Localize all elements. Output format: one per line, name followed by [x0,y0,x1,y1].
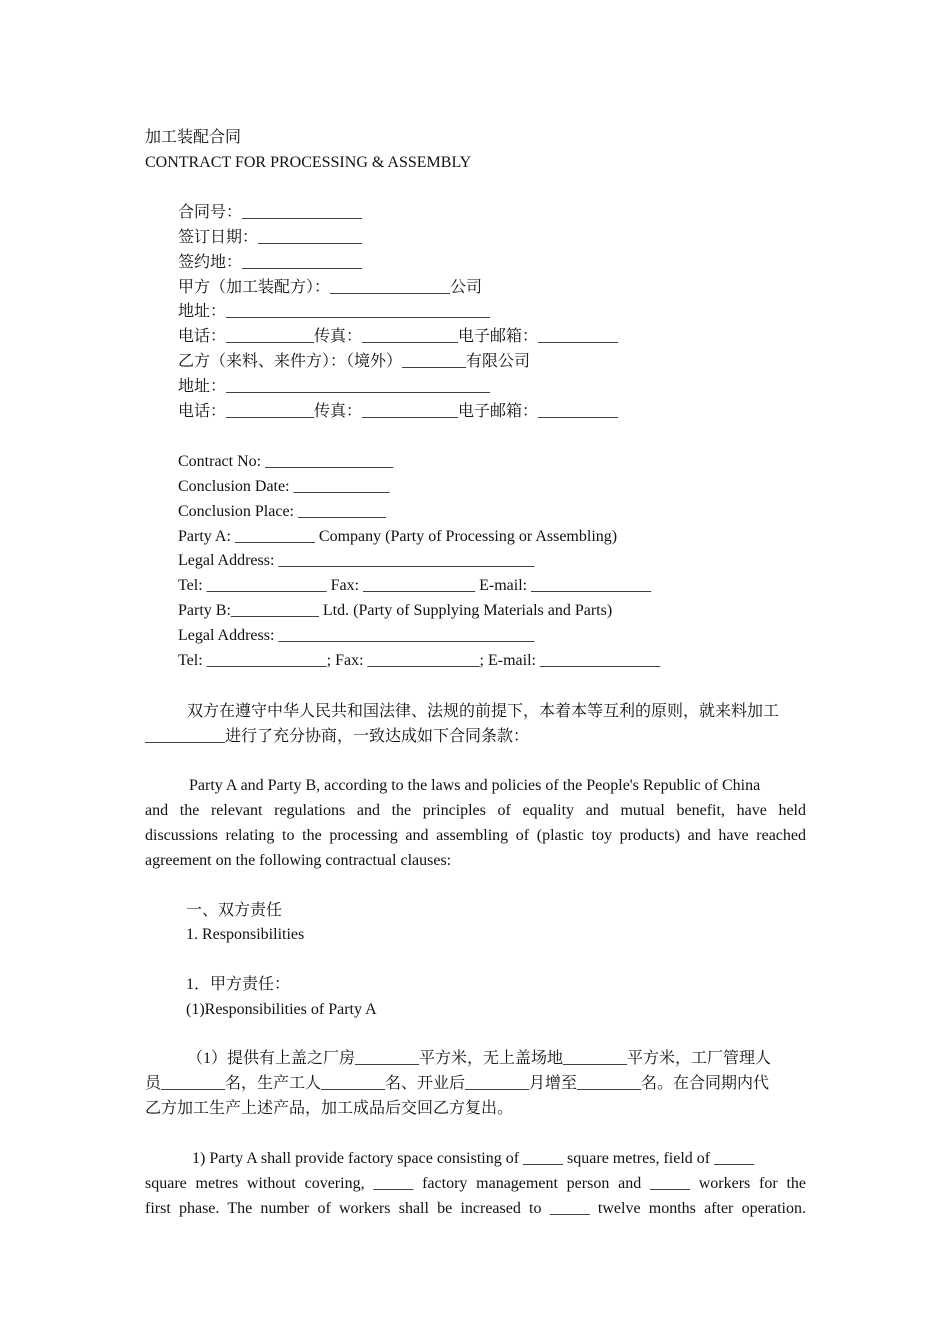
cn-contract-no-field: 合同号：_______________ [178,204,363,221]
cn-party-b-address-field: 地址：_________________________________ [178,378,491,395]
preamble-en-line: Party A and Party B, according to the laws and policies of the People's Republic of China [189,777,761,794]
clause-cn-line: 员________名，生产工人________名、开业后________月增至________名。在合同期内代 [145,1075,770,1092]
clause-cn-line: 乙方加工生产上述产品，加工成品后交回乙方复出。 [145,1100,514,1117]
en-place-field: Conclusion Place: ___________ [178,503,386,520]
en-party-b-contact-field: Tel: _______________; Fax: ______________; E-mail: _______________ [178,652,660,669]
subsection-heading-cn: 1．甲方责任： [186,976,291,993]
en-party-b-field: Party B:___________ Ltd. (Party of Supplying Materials and Parts) [178,602,613,619]
section-heading-cn: 一、双方责任 [186,902,283,919]
clause-en-line: first phase. The number of workers shall be increased to _____ twelve months after operation. [145,1200,806,1217]
section-heading-en: 1. Responsibilities [186,926,305,943]
cn-party-b-contact-field: 电话：___________传真：____________电子邮箱：__________ [178,403,619,420]
clause-en-line: square metres without covering, _____ factory management person and _____ workers for the [145,1175,806,1192]
en-party-a-field: Party A: __________ Company (Party of Processing or Assembling) [178,528,618,545]
en-party-b-address-field: Legal Address: ________________________________ [178,627,535,644]
cn-party-b-field: 乙方（来料、来件方）：（境外）________有限公司 [178,353,531,370]
en-contract-no-field: Contract No: ________________ [178,453,394,470]
cn-party-a-contact-field: 电话：___________传真：____________电子邮箱：__________ [178,328,619,345]
en-party-a-contact-field: Tel: _______________ Fax: ______________ E-mail: _______________ [178,577,652,594]
preamble-cn-line: __________进行了充分协商，一致达成如下合同条款： [145,728,530,745]
title-english: CONTRACT FOR PROCESSING & ASSEMBLY [145,154,472,171]
preamble-en-line: agreement on the following contractual clauses: [145,852,452,869]
cn-party-a-field: 甲方（加工装配方）：_______________公司 [178,279,483,296]
preamble-en-line: discussions relating to the processing and assembling of (plastic toy products) and have reached [145,827,806,844]
clause-cn-line: （1）提供有上盖之厂房________平方米，无上盖场地________平方米，工厂管理人 [187,1050,772,1067]
clause-en-line: 1) Party A shall provide factory space consisting of _____ square metres, field of _____ [192,1150,755,1167]
subsection-heading-en: (1)Responsibilities of Party A [186,1001,377,1018]
cn-date-field: 签订日期：_____________ [178,229,363,246]
en-party-a-address-field: Legal Address: ________________________________ [178,552,535,569]
title-chinese: 加工装配合同 [145,129,242,146]
cn-party-a-address-field: 地址：_________________________________ [178,303,491,320]
cn-place-field: 签约地：_______________ [178,254,363,271]
preamble-cn-line: 双方在遵守中华人民共和国法律、法规的前提下，本着本等互利的原则，就来料加工 [187,703,780,720]
preamble-en-line: and the relevant regulations and the principles of equality and mutual benefit, have held [145,802,806,819]
en-date-field: Conclusion Date: ____________ [178,478,390,495]
